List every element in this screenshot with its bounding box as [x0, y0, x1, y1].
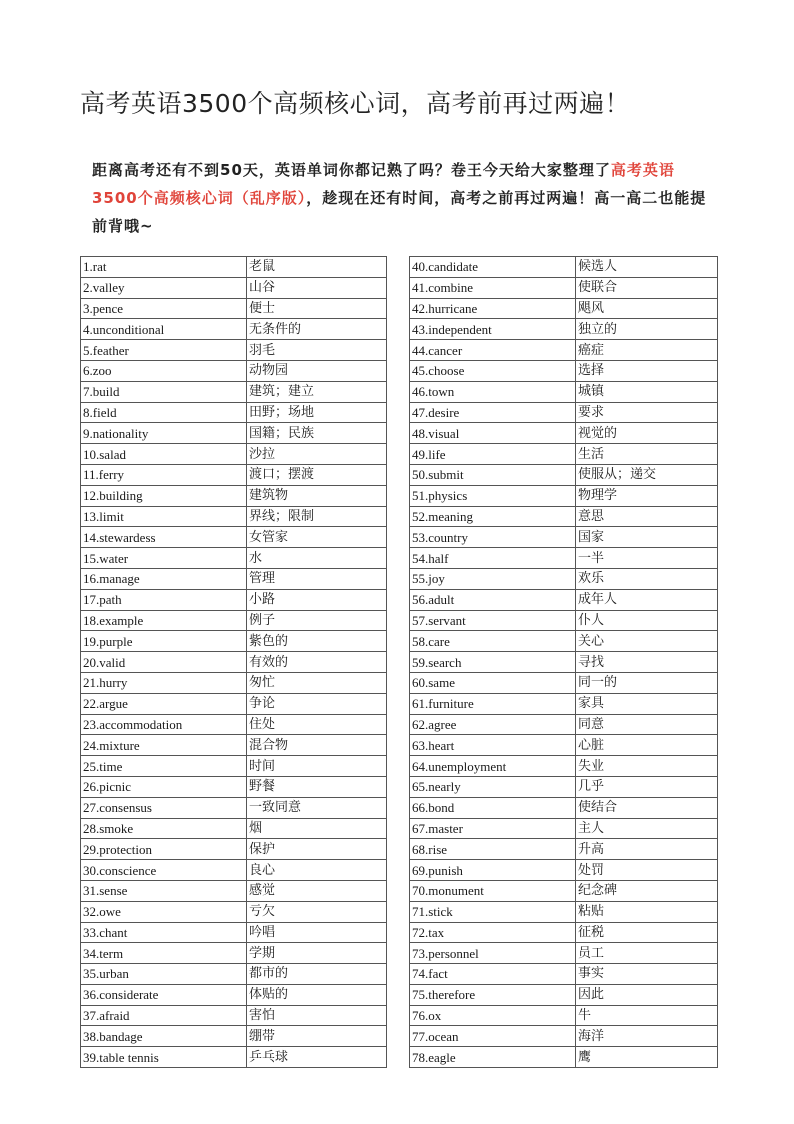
- english-word: 54.half: [410, 548, 576, 569]
- table-row: [81, 485, 387, 506]
- chinese-meaning: 选择: [576, 360, 718, 381]
- chinese-meaning: 同意: [576, 714, 718, 735]
- chinese-meaning: 城镇: [576, 381, 718, 402]
- chinese-meaning: 无条件的: [247, 319, 387, 340]
- english-word: 16.manage: [81, 568, 247, 589]
- chinese-meaning: 癌症: [576, 340, 718, 361]
- chinese-meaning: 动物园: [247, 360, 387, 381]
- table-row: [81, 402, 387, 423]
- english-word: 21.hurry: [81, 672, 247, 693]
- chinese-meaning: 感觉: [247, 880, 387, 901]
- table-row: [410, 527, 718, 548]
- table-row: [410, 901, 718, 922]
- english-word: 34.term: [81, 943, 247, 964]
- chinese-meaning: 粘贴: [576, 901, 718, 922]
- english-word: 60.same: [410, 672, 576, 693]
- chinese-meaning: 田野；场地: [247, 402, 387, 423]
- table-row: [410, 1005, 718, 1026]
- table-row: [410, 652, 718, 673]
- chinese-meaning: 飓风: [576, 298, 718, 319]
- english-word: 70.monument: [410, 880, 576, 901]
- chinese-meaning: 学期: [247, 943, 387, 964]
- english-word: 32.owe: [81, 901, 247, 922]
- chinese-meaning: 寻找: [576, 652, 718, 673]
- table-row: [81, 360, 387, 381]
- table-row: [81, 818, 387, 839]
- table-row: [410, 1047, 718, 1068]
- chinese-meaning: 处罚: [576, 860, 718, 881]
- english-word: 77.ocean: [410, 1026, 576, 1047]
- english-word: 50.submit: [410, 464, 576, 485]
- table-row: [410, 548, 718, 569]
- english-word: 13.limit: [81, 506, 247, 527]
- english-word: 45.choose: [410, 360, 576, 381]
- chinese-meaning: 紫色的: [247, 631, 387, 652]
- page-title: 高考英语3500个高频核心词，高考前再过两遍！: [80, 89, 631, 118]
- chinese-meaning: 失业: [576, 756, 718, 777]
- vocabulary-table-left: [80, 256, 387, 1068]
- chinese-meaning: 使服从；递交: [576, 464, 718, 485]
- chinese-meaning: 仆人: [576, 610, 718, 631]
- table-row: [410, 1026, 718, 1047]
- table-row: [410, 756, 718, 777]
- intro-text-end: ，趁现在还有时间，高考之前再过两遍！高一高二也能提前背哦~: [92, 189, 707, 235]
- english-word: 73.personnel: [410, 943, 576, 964]
- table-row: [81, 589, 387, 610]
- table-row: [410, 672, 718, 693]
- english-word: 31.sense: [81, 880, 247, 901]
- table-row: [410, 735, 718, 756]
- chinese-meaning: 山谷: [247, 277, 387, 298]
- chinese-meaning: 事实: [576, 964, 718, 985]
- table-row: [81, 340, 387, 361]
- english-word: 43.independent: [410, 319, 576, 340]
- table-row: [410, 277, 718, 298]
- chinese-meaning: 吟唱: [247, 922, 387, 943]
- english-word: 14.stewardess: [81, 527, 247, 548]
- chinese-meaning: 害怕: [247, 1005, 387, 1026]
- english-word: 74.fact: [410, 964, 576, 985]
- english-word: 30.conscience: [81, 860, 247, 881]
- english-word: 72.tax: [410, 922, 576, 943]
- chinese-meaning: 物理学: [576, 485, 718, 506]
- chinese-meaning: 国家: [576, 527, 718, 548]
- table-row: [81, 464, 387, 485]
- chinese-meaning: 几乎: [576, 776, 718, 797]
- table-row: [410, 423, 718, 444]
- table-row: [410, 631, 718, 652]
- english-word: 29.protection: [81, 839, 247, 860]
- table-row: [410, 964, 718, 985]
- chinese-meaning: 乒乓球: [247, 1047, 387, 1068]
- table-row: [410, 797, 718, 818]
- table-row: [81, 943, 387, 964]
- english-word: 33.chant: [81, 922, 247, 943]
- chinese-meaning: 国籍；民族: [247, 423, 387, 444]
- chinese-meaning: 例子: [247, 610, 387, 631]
- intro-highlight: 高考英语3500个高频核心词（乱序版）: [92, 161, 675, 207]
- chinese-meaning: 生活: [576, 444, 718, 465]
- english-word: 63.heart: [410, 735, 576, 756]
- table-row: [81, 277, 387, 298]
- english-word: 52.meaning: [410, 506, 576, 527]
- chinese-meaning: 建筑物: [247, 485, 387, 506]
- chinese-meaning: 员工: [576, 943, 718, 964]
- table-row: [410, 589, 718, 610]
- english-word: 56.adult: [410, 589, 576, 610]
- english-word: 42.hurricane: [410, 298, 576, 319]
- chinese-meaning: 建筑；建立: [247, 381, 387, 402]
- chinese-meaning: 体贴的: [247, 984, 387, 1005]
- chinese-meaning: 界线；限制: [247, 506, 387, 527]
- chinese-meaning: 保护: [247, 839, 387, 860]
- table-row: [81, 922, 387, 943]
- chinese-meaning: 因此: [576, 984, 718, 1005]
- table-row: [81, 797, 387, 818]
- intro-text-start: 距离高考还有不到50天，英语单词你都记熟了吗？卷王今天给大家整理了: [92, 161, 611, 179]
- intro-paragraph: [92, 156, 712, 240]
- chinese-meaning: 要求: [576, 402, 718, 423]
- table-row: [410, 381, 718, 402]
- table-row: [410, 402, 718, 423]
- table-row: [410, 943, 718, 964]
- english-word: 58.care: [410, 631, 576, 652]
- chinese-meaning: 海洋: [576, 1026, 718, 1047]
- chinese-meaning: 意思: [576, 506, 718, 527]
- english-word: 24.mixture: [81, 735, 247, 756]
- table-row: [81, 548, 387, 569]
- table-row: [81, 506, 387, 527]
- english-word: 76.ox: [410, 1005, 576, 1026]
- table-row: [81, 1005, 387, 1026]
- english-word: 75.therefore: [410, 984, 576, 1005]
- english-word: 27.consensus: [81, 797, 247, 818]
- english-word: 38.bandage: [81, 1026, 247, 1047]
- english-word: 26.picnic: [81, 776, 247, 797]
- chinese-meaning: 一致同意: [247, 797, 387, 818]
- english-word: 67.master: [410, 818, 576, 839]
- english-word: 5.feather: [81, 340, 247, 361]
- english-word: 57.servant: [410, 610, 576, 631]
- english-word: 64.unemployment: [410, 756, 576, 777]
- english-word: 69.punish: [410, 860, 576, 881]
- chinese-meaning: 住处: [247, 714, 387, 735]
- table-row: [81, 880, 387, 901]
- table-row: [81, 672, 387, 693]
- table-row: [81, 984, 387, 1005]
- english-word: 51.physics: [410, 485, 576, 506]
- chinese-meaning: 欢乐: [576, 568, 718, 589]
- table-row: [81, 423, 387, 444]
- table-row: [410, 714, 718, 735]
- english-word: 48.visual: [410, 423, 576, 444]
- table-row: [81, 1026, 387, 1047]
- english-word: 8.field: [81, 402, 247, 423]
- chinese-meaning: 关心: [576, 631, 718, 652]
- table-row: [410, 506, 718, 527]
- chinese-meaning: 候选人: [576, 257, 718, 278]
- chinese-meaning: 使联合: [576, 277, 718, 298]
- english-word: 4.unconditional: [81, 319, 247, 340]
- table-row: [410, 922, 718, 943]
- table-row: [410, 360, 718, 381]
- chinese-meaning: 时间: [247, 756, 387, 777]
- chinese-meaning: 牛: [576, 1005, 718, 1026]
- english-word: 6.zoo: [81, 360, 247, 381]
- chinese-meaning: 视觉的: [576, 423, 718, 444]
- chinese-meaning: 绷带: [247, 1026, 387, 1047]
- table-row: [81, 714, 387, 735]
- chinese-meaning: 良心: [247, 860, 387, 881]
- table-row: [410, 880, 718, 901]
- table-row: [410, 485, 718, 506]
- table-row: [81, 610, 387, 631]
- table-row: [410, 984, 718, 1005]
- english-word: 19.purple: [81, 631, 247, 652]
- table-row: [81, 756, 387, 777]
- chinese-meaning: 小路: [247, 589, 387, 610]
- english-word: 71.stick: [410, 901, 576, 922]
- chinese-meaning: 纪念碑: [576, 880, 718, 901]
- english-word: 35.urban: [81, 964, 247, 985]
- chinese-meaning: 独立的: [576, 319, 718, 340]
- english-word: 7.build: [81, 381, 247, 402]
- table-row: [81, 568, 387, 589]
- english-word: 59.search: [410, 652, 576, 673]
- english-word: 68.rise: [410, 839, 576, 860]
- table-row: [410, 860, 718, 881]
- chinese-meaning: 有效的: [247, 652, 387, 673]
- chinese-meaning: 混合物: [247, 735, 387, 756]
- english-word: 40.candidate: [410, 257, 576, 278]
- chinese-meaning: 烟: [247, 818, 387, 839]
- chinese-meaning: 心脏: [576, 735, 718, 756]
- table-row: [81, 1047, 387, 1068]
- table-row: [81, 652, 387, 673]
- chinese-meaning: 野餐: [247, 776, 387, 797]
- english-word: 49.life: [410, 444, 576, 465]
- english-word: 55.joy: [410, 568, 576, 589]
- table-row: [81, 901, 387, 922]
- table-row: [410, 340, 718, 361]
- vocabulary-table-right: [409, 256, 718, 1068]
- chinese-meaning: 主人: [576, 818, 718, 839]
- chinese-meaning: 女管家: [247, 527, 387, 548]
- table-row: [410, 444, 718, 465]
- english-word: 2.valley: [81, 277, 247, 298]
- chinese-meaning: 争论: [247, 693, 387, 714]
- english-word: 66.bond: [410, 797, 576, 818]
- english-word: 11.ferry: [81, 464, 247, 485]
- chinese-meaning: 使结合: [576, 797, 718, 818]
- english-word: 12.building: [81, 485, 247, 506]
- chinese-meaning: 便士: [247, 298, 387, 319]
- english-word: 41.combine: [410, 277, 576, 298]
- english-word: 17.path: [81, 589, 247, 610]
- chinese-meaning: 老鼠: [247, 257, 387, 278]
- chinese-meaning: 渡口；摆渡: [247, 464, 387, 485]
- table-row: [81, 631, 387, 652]
- english-word: 61.furniture: [410, 693, 576, 714]
- table-row: [410, 693, 718, 714]
- table-row: [81, 860, 387, 881]
- english-word: 44.cancer: [410, 340, 576, 361]
- english-word: 22.argue: [81, 693, 247, 714]
- chinese-meaning: 匆忙: [247, 672, 387, 693]
- english-word: 36.considerate: [81, 984, 247, 1005]
- english-word: 78.eagle: [410, 1047, 576, 1068]
- table-row: [410, 839, 718, 860]
- english-word: 1.rat: [81, 257, 247, 278]
- english-word: 25.time: [81, 756, 247, 777]
- english-word: 65.nearly: [410, 776, 576, 797]
- table-row: [410, 319, 718, 340]
- chinese-meaning: 一半: [576, 548, 718, 569]
- table-row: [410, 298, 718, 319]
- table-row: [81, 527, 387, 548]
- english-word: 10.salad: [81, 444, 247, 465]
- table-row: [81, 693, 387, 714]
- table-row: [410, 776, 718, 797]
- english-word: 28.smoke: [81, 818, 247, 839]
- table-row: [81, 319, 387, 340]
- english-word: 3.pence: [81, 298, 247, 319]
- chinese-meaning: 家具: [576, 693, 718, 714]
- chinese-meaning: 升高: [576, 839, 718, 860]
- table-row: [81, 776, 387, 797]
- table-row: [81, 444, 387, 465]
- table-row: [410, 610, 718, 631]
- chinese-meaning: 成年人: [576, 589, 718, 610]
- table-row: [81, 735, 387, 756]
- english-word: 9.nationality: [81, 423, 247, 444]
- english-word: 46.town: [410, 381, 576, 402]
- chinese-meaning: 羽毛: [247, 340, 387, 361]
- table-row: [410, 568, 718, 589]
- chinese-meaning: 同一的: [576, 672, 718, 693]
- english-word: 53.country: [410, 527, 576, 548]
- english-word: 39.table tennis: [81, 1047, 247, 1068]
- table-row: [81, 298, 387, 319]
- chinese-meaning: 征税: [576, 922, 718, 943]
- table-row: [410, 464, 718, 485]
- english-word: 18.example: [81, 610, 247, 631]
- english-word: 37.afraid: [81, 1005, 247, 1026]
- chinese-meaning: 鹰: [576, 1047, 718, 1068]
- table-row: [81, 964, 387, 985]
- english-word: 47.desire: [410, 402, 576, 423]
- english-word: 62.agree: [410, 714, 576, 735]
- english-word: 23.accommodation: [81, 714, 247, 735]
- chinese-meaning: 都市的: [247, 964, 387, 985]
- table-row: [81, 839, 387, 860]
- table-row: [81, 381, 387, 402]
- table-row: [81, 257, 387, 278]
- table-row: [410, 257, 718, 278]
- chinese-meaning: 水: [247, 548, 387, 569]
- chinese-meaning: 亏欠: [247, 901, 387, 922]
- english-word: 15.water: [81, 548, 247, 569]
- english-word: 20.valid: [81, 652, 247, 673]
- chinese-meaning: 沙拉: [247, 444, 387, 465]
- table-row: [410, 818, 718, 839]
- chinese-meaning: 管理: [247, 568, 387, 589]
